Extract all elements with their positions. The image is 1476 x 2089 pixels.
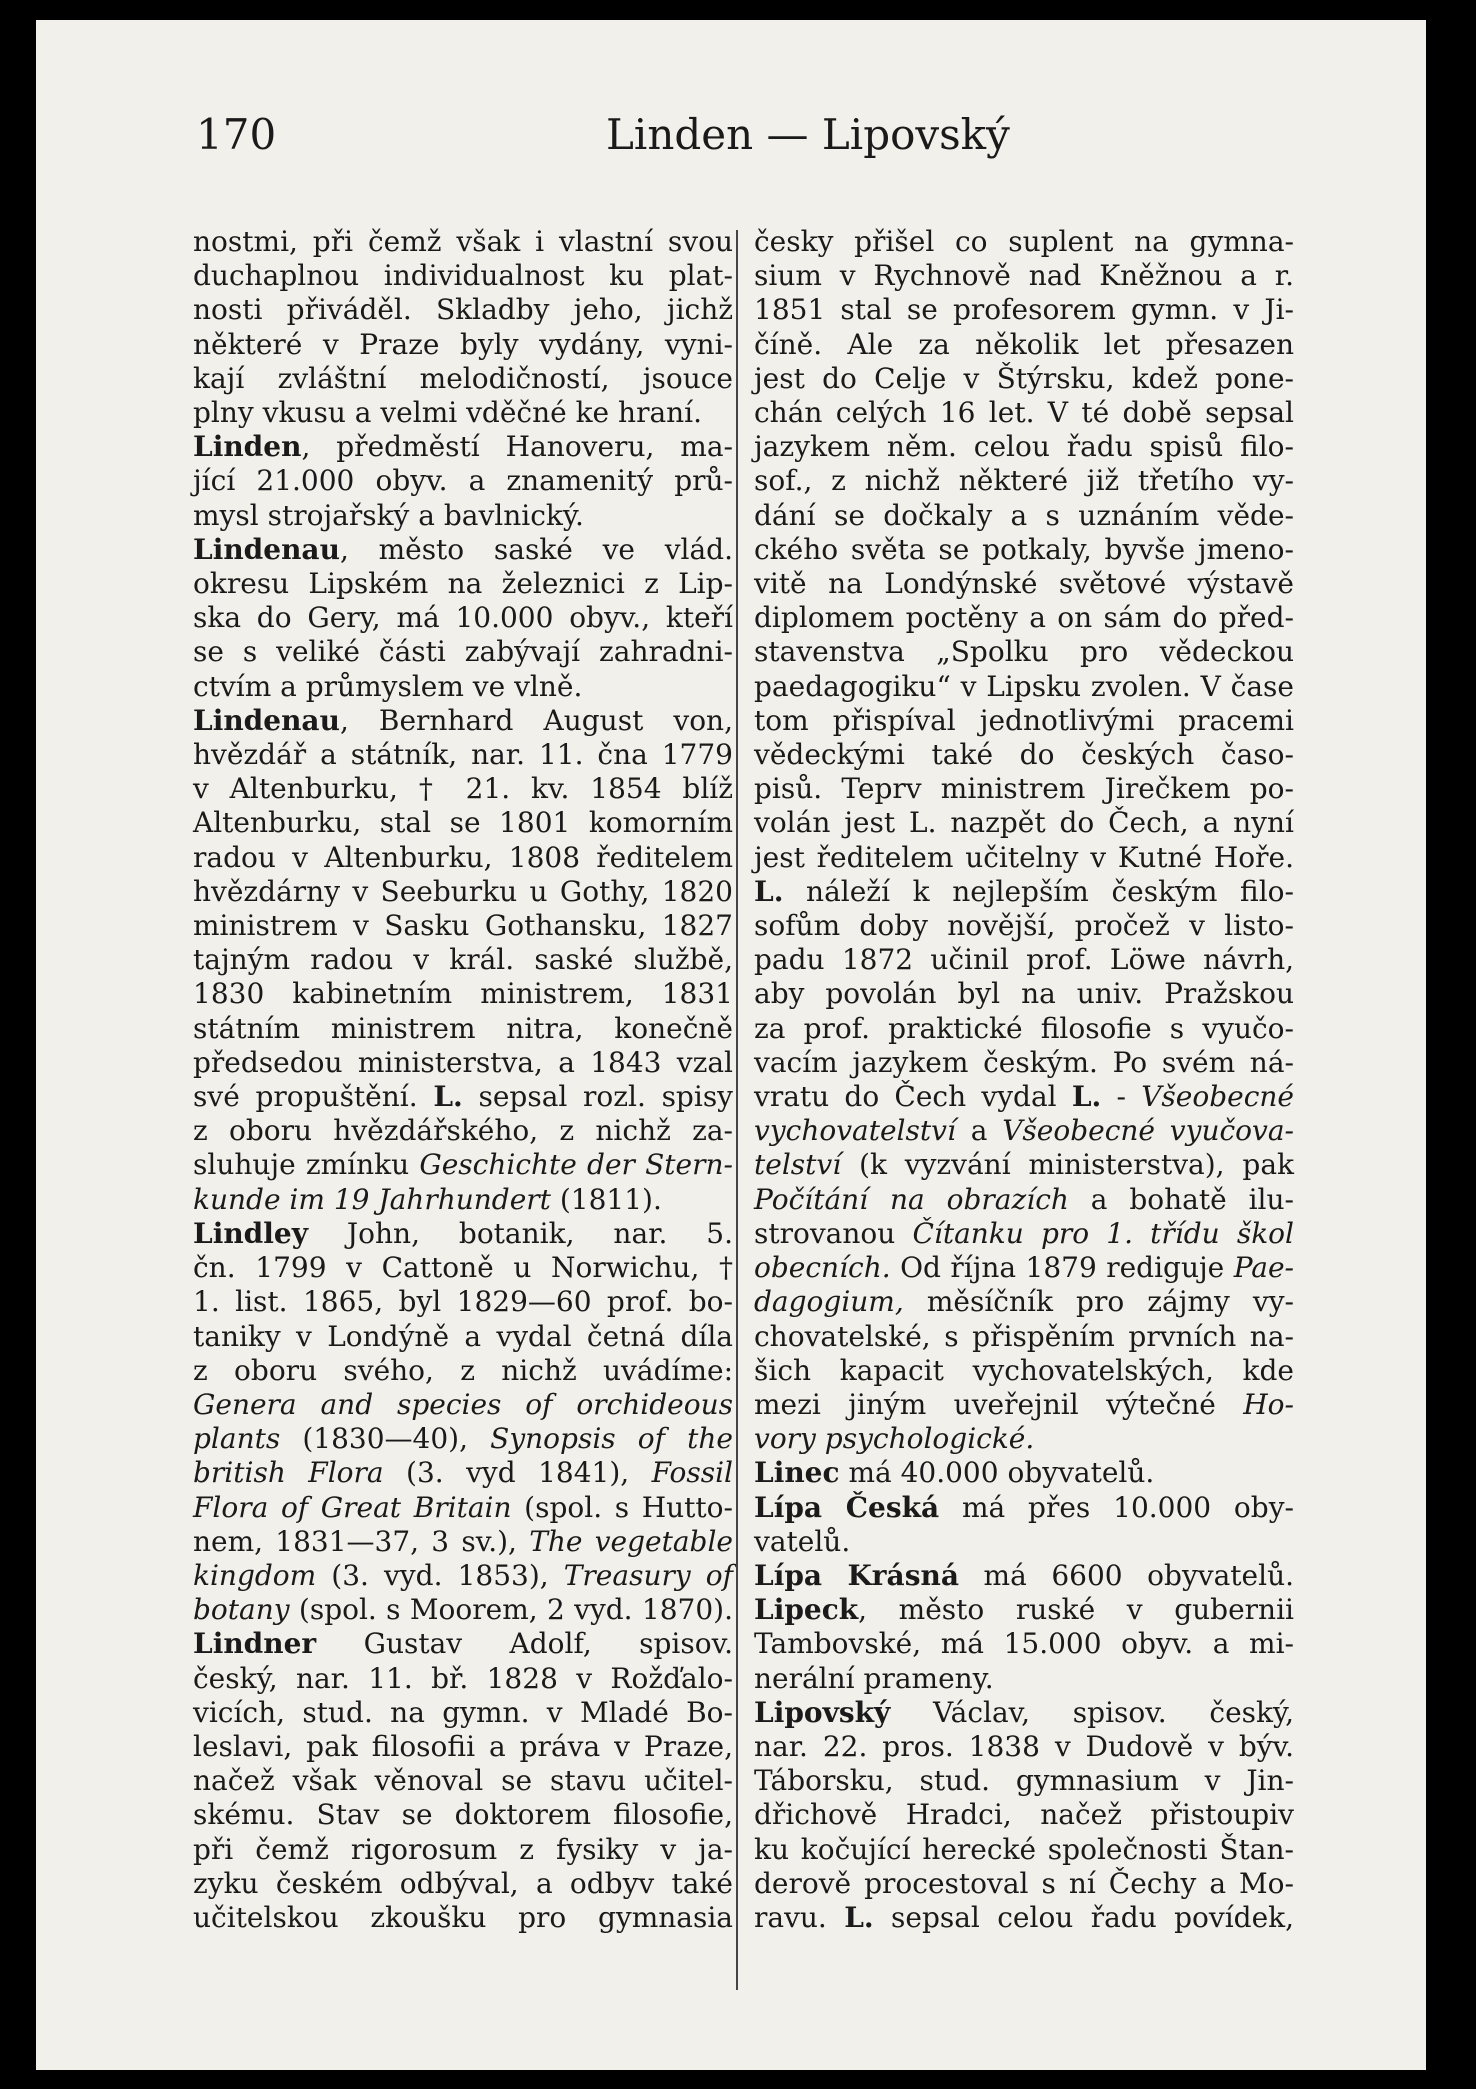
entry-headword: L. bbox=[1071, 1080, 1102, 1114]
text-span: strovanou bbox=[754, 1216, 913, 1250]
text-span: státním ministrem nitra, konečně bbox=[193, 1011, 733, 1045]
italic-title: Všeobecné bbox=[1141, 1080, 1294, 1114]
text-span: čn. 1799 v Cattoně u Norwichu, † bbox=[193, 1251, 733, 1285]
text-line bbox=[754, 1183, 1294, 1217]
text-span: , město ruské v gubernii bbox=[858, 1593, 1294, 1627]
italic-title: Pae- bbox=[1233, 1251, 1294, 1285]
text-line bbox=[754, 464, 1294, 498]
text-span: česky přišel co suplent na gymna- bbox=[754, 225, 1294, 258]
text-line bbox=[193, 259, 733, 293]
text-line bbox=[754, 1901, 1294, 1935]
text-line bbox=[754, 1217, 1294, 1251]
text-line bbox=[754, 1080, 1294, 1114]
entry-headword: Lípa Česká bbox=[754, 1490, 940, 1524]
text-line bbox=[193, 1593, 733, 1627]
text-span: a bbox=[955, 1114, 1003, 1148]
text-line bbox=[193, 499, 733, 533]
text-span: vědeckými také do českých časo- bbox=[754, 738, 1294, 772]
text-span: nostmi, při čemž však i vlastní svou bbox=[193, 225, 733, 258]
text-line bbox=[754, 1559, 1294, 1593]
text-line bbox=[754, 1285, 1294, 1319]
text-span: své propuštění. bbox=[193, 1080, 434, 1114]
text-line bbox=[754, 1320, 1294, 1354]
text-line bbox=[754, 1456, 1294, 1490]
text-span: mysl strojařský a bavlnický. bbox=[193, 498, 584, 532]
text-span: z oboru hvězdářského, z nichž za- bbox=[193, 1114, 733, 1148]
text-line bbox=[754, 533, 1294, 567]
text-line bbox=[754, 293, 1294, 327]
text-span: jest do Celje v Štýrsku, kdež pone- bbox=[754, 361, 1294, 395]
text-line bbox=[754, 601, 1294, 635]
text-span: měsíčník pro zájmy vy- bbox=[903, 1285, 1294, 1319]
text-span: vratu do Čech vydal bbox=[754, 1080, 1072, 1114]
text-span: (3. vyd 1841), bbox=[383, 1456, 652, 1490]
text-span: z oboru svého, z nichž uvádíme: bbox=[193, 1353, 733, 1387]
text-span: načež však věnoval se stavu učitel- bbox=[193, 1764, 733, 1798]
entry-headword: L. bbox=[844, 1900, 874, 1934]
italic-title: Počítání na obrazích bbox=[754, 1182, 1069, 1216]
text-span: Od října 1879 rediguje bbox=[890, 1251, 1234, 1285]
italic-title: Fossil bbox=[651, 1456, 734, 1490]
text-span: Táborsku, stud. gymnasium v Jin- bbox=[754, 1764, 1294, 1798]
text-span: (k vyzvání ministerstva), pak bbox=[841, 1148, 1294, 1182]
text-span: sepsal rozl. spisy bbox=[462, 1080, 734, 1114]
text-line bbox=[193, 1388, 733, 1422]
text-span: hvězdárny v Seeburku u Gothy, 1820 bbox=[193, 874, 733, 908]
text-line bbox=[193, 362, 733, 396]
text-span: některé v Praze byly vydány, vyni- bbox=[193, 327, 733, 361]
italic-title: kunde im 19 Jahrhundert bbox=[193, 1182, 551, 1216]
text-span: (spol. s Moorem, 2 vyd. 1870). bbox=[289, 1593, 733, 1627]
text-span: číně. Ale za několik let přesazen bbox=[754, 327, 1294, 361]
text-line bbox=[754, 1833, 1294, 1867]
text-line bbox=[193, 567, 733, 601]
text-line bbox=[193, 1867, 733, 1901]
text-span: Tambovské, má 15.000 obyv. a mi- bbox=[754, 1627, 1294, 1661]
text-line bbox=[193, 1320, 733, 1354]
text-span: kají zvláštní melodičností, jsouce bbox=[193, 361, 733, 395]
text-span: okresu Lipském na železnici z Lip- bbox=[193, 567, 733, 601]
text-span: šich kapacit vychovatelských, kde bbox=[754, 1353, 1294, 1387]
text-line bbox=[193, 464, 733, 498]
italic-title: Treasury of bbox=[563, 1558, 733, 1592]
text-line bbox=[193, 1148, 733, 1182]
text-line bbox=[193, 1080, 733, 1114]
text-line bbox=[754, 1388, 1294, 1422]
italic-title: british Flora bbox=[193, 1456, 384, 1490]
text-line bbox=[193, 1456, 733, 1490]
text-line bbox=[193, 601, 733, 635]
text-line bbox=[193, 909, 733, 943]
text-line bbox=[754, 1251, 1294, 1285]
running-title: Linden — Lipovský bbox=[606, 110, 1010, 159]
text-line bbox=[754, 1012, 1294, 1046]
text-line bbox=[193, 1901, 733, 1935]
italic-title: Všeobecné vyučova- bbox=[1002, 1114, 1294, 1148]
text-line bbox=[754, 362, 1294, 396]
text-line bbox=[193, 1696, 733, 1730]
text-span: Gustav Adolf, spisov. bbox=[316, 1627, 733, 1661]
text-span: volán jest L. nazpět do Čech, a nyní bbox=[754, 806, 1294, 840]
text-span: mezi jiným uveřejnil výtečné bbox=[754, 1387, 1244, 1421]
text-span: má 40.000 obyvatelů. bbox=[839, 1456, 1155, 1490]
text-span: a bohatě ilu- bbox=[1068, 1182, 1294, 1216]
text-line bbox=[193, 635, 733, 669]
entry-headword: L. bbox=[754, 874, 784, 908]
text-line bbox=[754, 772, 1294, 806]
text-line bbox=[754, 1114, 1294, 1148]
text-span: předsedou ministerstva, a 1843 vzal bbox=[193, 1045, 733, 1079]
italic-title: The vegetable bbox=[529, 1524, 733, 1558]
text-span: má 6600 obyvatelů. bbox=[958, 1558, 1294, 1592]
left-column bbox=[193, 225, 733, 1935]
text-line bbox=[193, 841, 733, 875]
text-span: jazykem něm. celou řadu spisů filo- bbox=[754, 430, 1294, 464]
italic-title: Genera and species of orchideous bbox=[193, 1387, 733, 1421]
text-span: diplomem poctěny a on sám do před- bbox=[754, 601, 1294, 635]
text-line bbox=[754, 567, 1294, 601]
text-span: padu 1872 učinil prof. Löwe návrh, bbox=[754, 943, 1294, 977]
text-line bbox=[193, 1833, 733, 1867]
text-span: stavenstva „Spolku pro vědeckou bbox=[754, 635, 1294, 669]
page-number: 170 bbox=[196, 110, 277, 159]
text-span: sium v Rychnově nad Kněžnou a r. bbox=[754, 259, 1294, 293]
entry-headword: Lípa Krásná bbox=[754, 1558, 959, 1592]
text-span: derově procestoval s ní Čechy a Mo- bbox=[754, 1866, 1294, 1900]
text-span: vitě na Londýnské světové výstavě bbox=[754, 567, 1294, 601]
entry-headword: Lipovský bbox=[754, 1695, 891, 1729]
text-line bbox=[754, 225, 1294, 259]
text-span: ctvím a průmyslem ve vlně. bbox=[193, 669, 583, 703]
entry-headword: Linec bbox=[754, 1456, 840, 1490]
italic-title: Čítanku pro 1. třídu škol bbox=[912, 1216, 1294, 1250]
text-line bbox=[193, 396, 733, 430]
right-column bbox=[754, 225, 1294, 1935]
text-span: vicích, stud. na gymn. v Mladé Bo- bbox=[193, 1695, 733, 1729]
text-span: ku kočující herecké společnosti Štan- bbox=[754, 1832, 1294, 1866]
text-span: ska do Gery, má 10.000 obyv., kteří bbox=[193, 601, 733, 635]
text-span: má přes 10.000 oby- bbox=[939, 1490, 1294, 1524]
text-span: ministrem v Sasku Gothansku, 1827 bbox=[193, 909, 733, 943]
text-line bbox=[754, 430, 1294, 464]
text-line bbox=[193, 1422, 733, 1456]
text-span: v Altenburku, † 21. kv. 1854 blíž bbox=[193, 772, 733, 806]
text-line bbox=[754, 909, 1294, 943]
text-line bbox=[193, 1285, 733, 1319]
text-span: tom přispíval jednotlivými pracemi bbox=[754, 703, 1294, 737]
text-line bbox=[754, 259, 1294, 293]
text-line bbox=[754, 704, 1294, 738]
text-span: sof., z nichž některé již třetího vy- bbox=[754, 464, 1294, 498]
entry-headword: Lindley bbox=[193, 1216, 308, 1250]
text-span: taniky v Londýně a vydal četná díla bbox=[193, 1319, 733, 1353]
text-span: učitelskou zkoušku pro gymnasia bbox=[193, 1900, 733, 1934]
entry-headword: Linden bbox=[193, 430, 302, 464]
text-line bbox=[754, 1662, 1294, 1696]
text-span: (spol. s Hutto- bbox=[511, 1490, 733, 1524]
text-line bbox=[193, 806, 733, 840]
text-line bbox=[193, 977, 733, 1011]
text-span: pisů. Teprv ministrem Jirečkem po- bbox=[754, 772, 1294, 806]
text-span: leslavi, pak filosofii a práva v Praze, bbox=[193, 1729, 733, 1763]
text-line bbox=[754, 1730, 1294, 1764]
text-span: ckého světa se potkaly, byvše jmeno- bbox=[754, 532, 1294, 566]
text-span: Altenburku, stal se 1801 komorním bbox=[193, 806, 733, 840]
text-span: vatelů. bbox=[754, 1524, 851, 1558]
text-span: ravu. bbox=[754, 1900, 845, 1934]
text-line bbox=[193, 1046, 733, 1080]
column-divider bbox=[736, 230, 738, 1990]
italic-title: botany bbox=[193, 1593, 290, 1627]
italic-title: kingdom bbox=[193, 1558, 317, 1592]
text-span: John, botanik, nar. 5. bbox=[307, 1216, 733, 1250]
text-line bbox=[193, 1354, 733, 1388]
italic-title: plants bbox=[193, 1422, 281, 1456]
text-span: dání se dočkaly a s uznáním věde- bbox=[754, 498, 1294, 532]
text-span: duchaplnou individualnost ku plat- bbox=[193, 259, 733, 293]
text-span: jící 21.000 obyv. a znamenitý prů- bbox=[193, 464, 733, 498]
text-line bbox=[193, 533, 733, 567]
text-span: paedagogiku“ v Lipsku zvolen. V čase bbox=[754, 669, 1294, 703]
entry-headword: Lindenau bbox=[193, 703, 340, 737]
text-line bbox=[193, 875, 733, 909]
text-span: 1. list. 1865, byl 1829—60 prof. bo- bbox=[193, 1285, 733, 1319]
text-line bbox=[193, 1559, 733, 1593]
text-line bbox=[193, 1730, 733, 1764]
text-span: sofům doby novější, pročež v listo- bbox=[754, 909, 1294, 943]
entry-headword: Lindner bbox=[193, 1627, 317, 1661]
text-line bbox=[193, 328, 733, 362]
text-span: aby povolán byl na univ. Pražskou bbox=[754, 977, 1294, 1011]
text-span: (1830—40), bbox=[280, 1422, 491, 1456]
text-span: 1830 kabinetním ministrem, 1831 bbox=[193, 977, 733, 1011]
text-line bbox=[754, 1798, 1294, 1832]
text-line bbox=[193, 670, 733, 704]
text-line bbox=[193, 1525, 733, 1559]
italic-title: obecních. bbox=[754, 1251, 891, 1285]
text-span: Václav, spisov. český, bbox=[890, 1695, 1294, 1729]
text-span: plny vkusu a velmi vděčné ke hraní. bbox=[193, 396, 703, 430]
text-span: skému. Stav se doktorem filosofie, bbox=[193, 1798, 733, 1832]
text-span: náleží k nejlepším českým filo- bbox=[783, 874, 1294, 908]
text-span: tajným radou v král. saské službě, bbox=[193, 943, 733, 977]
text-line bbox=[754, 1764, 1294, 1798]
text-span: - bbox=[1101, 1080, 1142, 1114]
text-line bbox=[754, 943, 1294, 977]
text-span: (3. vyd. 1853), bbox=[316, 1558, 564, 1592]
text-line bbox=[754, 670, 1294, 704]
text-line bbox=[193, 772, 733, 806]
text-span: nar. 22. pros. 1838 v Dudově v býv. bbox=[754, 1729, 1294, 1763]
text-line bbox=[754, 1046, 1294, 1080]
text-line bbox=[754, 738, 1294, 772]
text-line bbox=[754, 499, 1294, 533]
italic-title: dagogium, bbox=[754, 1285, 904, 1319]
text-span: nem, 1831—37, 3 sv.), bbox=[193, 1524, 530, 1558]
text-span: , Bernhard August von, bbox=[339, 703, 733, 737]
text-line bbox=[754, 396, 1294, 430]
text-line bbox=[193, 430, 733, 464]
entry-headword: L. bbox=[433, 1080, 463, 1114]
text-span: nosti přiváděl. Skladby jeho, jichž bbox=[193, 293, 733, 327]
italic-title: vychovatelství bbox=[754, 1114, 956, 1148]
text-span: 1851 stal se profesorem gymn. v Ji- bbox=[754, 293, 1294, 327]
text-span: sepsal celou řadu povídek, bbox=[873, 1900, 1295, 1934]
text-line bbox=[193, 1662, 733, 1696]
text-span: vacím jazykem českým. Po svém ná- bbox=[754, 1045, 1294, 1079]
italic-title: Geschichte der Stern- bbox=[419, 1148, 733, 1182]
text-line bbox=[193, 1114, 733, 1148]
text-line bbox=[193, 225, 733, 259]
text-line bbox=[754, 1422, 1294, 1456]
text-line bbox=[193, 1012, 733, 1046]
text-span: hvězdář a státník, nar. 11. čna 1779 bbox=[193, 738, 733, 772]
italic-title: vory psychologické. bbox=[754, 1422, 1035, 1456]
text-line bbox=[193, 1798, 733, 1832]
text-line bbox=[193, 1183, 733, 1217]
entry-headword: Lindenau bbox=[193, 532, 340, 566]
text-line bbox=[754, 1696, 1294, 1730]
text-line bbox=[754, 875, 1294, 909]
italic-title: telství bbox=[754, 1148, 842, 1182]
text-line bbox=[754, 1491, 1294, 1525]
text-span: při čemž rigorosum z fysiky v ja- bbox=[193, 1832, 733, 1866]
book-page bbox=[36, 20, 1426, 2070]
text-span: , předměstí Hanoveru, ma- bbox=[301, 430, 733, 464]
text-span: nerální prameny. bbox=[754, 1661, 994, 1695]
text-line bbox=[754, 1867, 1294, 1901]
text-line bbox=[754, 1593, 1294, 1627]
text-line bbox=[193, 943, 733, 977]
text-line bbox=[754, 1354, 1294, 1388]
text-span: za prof. praktické filosofie s vyučo- bbox=[754, 1011, 1294, 1045]
entry-headword: Lipeck bbox=[754, 1593, 859, 1627]
text-line bbox=[193, 1627, 733, 1661]
text-span: (1811). bbox=[550, 1182, 662, 1216]
text-span: sluhuje zmínku bbox=[193, 1148, 420, 1182]
text-span: český, nar. 11. bř. 1828 v Rožďalo- bbox=[193, 1661, 733, 1695]
text-line bbox=[754, 1525, 1294, 1559]
text-line bbox=[193, 1217, 733, 1251]
text-line bbox=[193, 1764, 733, 1798]
text-line bbox=[754, 1627, 1294, 1661]
text-line bbox=[193, 1251, 733, 1285]
text-span: chovatelské, s přispěním prvních na- bbox=[754, 1319, 1294, 1353]
text-line bbox=[754, 328, 1294, 362]
text-line bbox=[754, 977, 1294, 1011]
text-span: dřichově Hradci, načež přistoupiv bbox=[754, 1798, 1294, 1832]
italic-title: Ho- bbox=[1243, 1387, 1294, 1421]
text-span: se s veliké části zabývají zahradni- bbox=[193, 635, 733, 669]
text-span: jest ředitelem učitelny v Kutné Hoře. bbox=[754, 840, 1294, 874]
text-line bbox=[193, 1491, 733, 1525]
text-line bbox=[754, 1148, 1294, 1182]
text-span: , město saské ve vlád. bbox=[339, 532, 733, 566]
italic-title: Synopsis of the bbox=[490, 1422, 733, 1456]
text-line bbox=[754, 806, 1294, 840]
text-span: zyku českém odbýval, a odbyv také bbox=[193, 1866, 733, 1900]
italic-title: Flora of Great Britain bbox=[193, 1490, 512, 1524]
text-line bbox=[193, 293, 733, 327]
running-header bbox=[196, 110, 1206, 180]
text-line bbox=[193, 738, 733, 772]
text-span: chán celých 16 let. V té době sepsal bbox=[754, 396, 1294, 430]
text-line bbox=[754, 841, 1294, 875]
text-line bbox=[754, 635, 1294, 669]
text-span: radou v Altenburku, 1808 ředitelem bbox=[193, 840, 733, 874]
text-line bbox=[193, 704, 733, 738]
